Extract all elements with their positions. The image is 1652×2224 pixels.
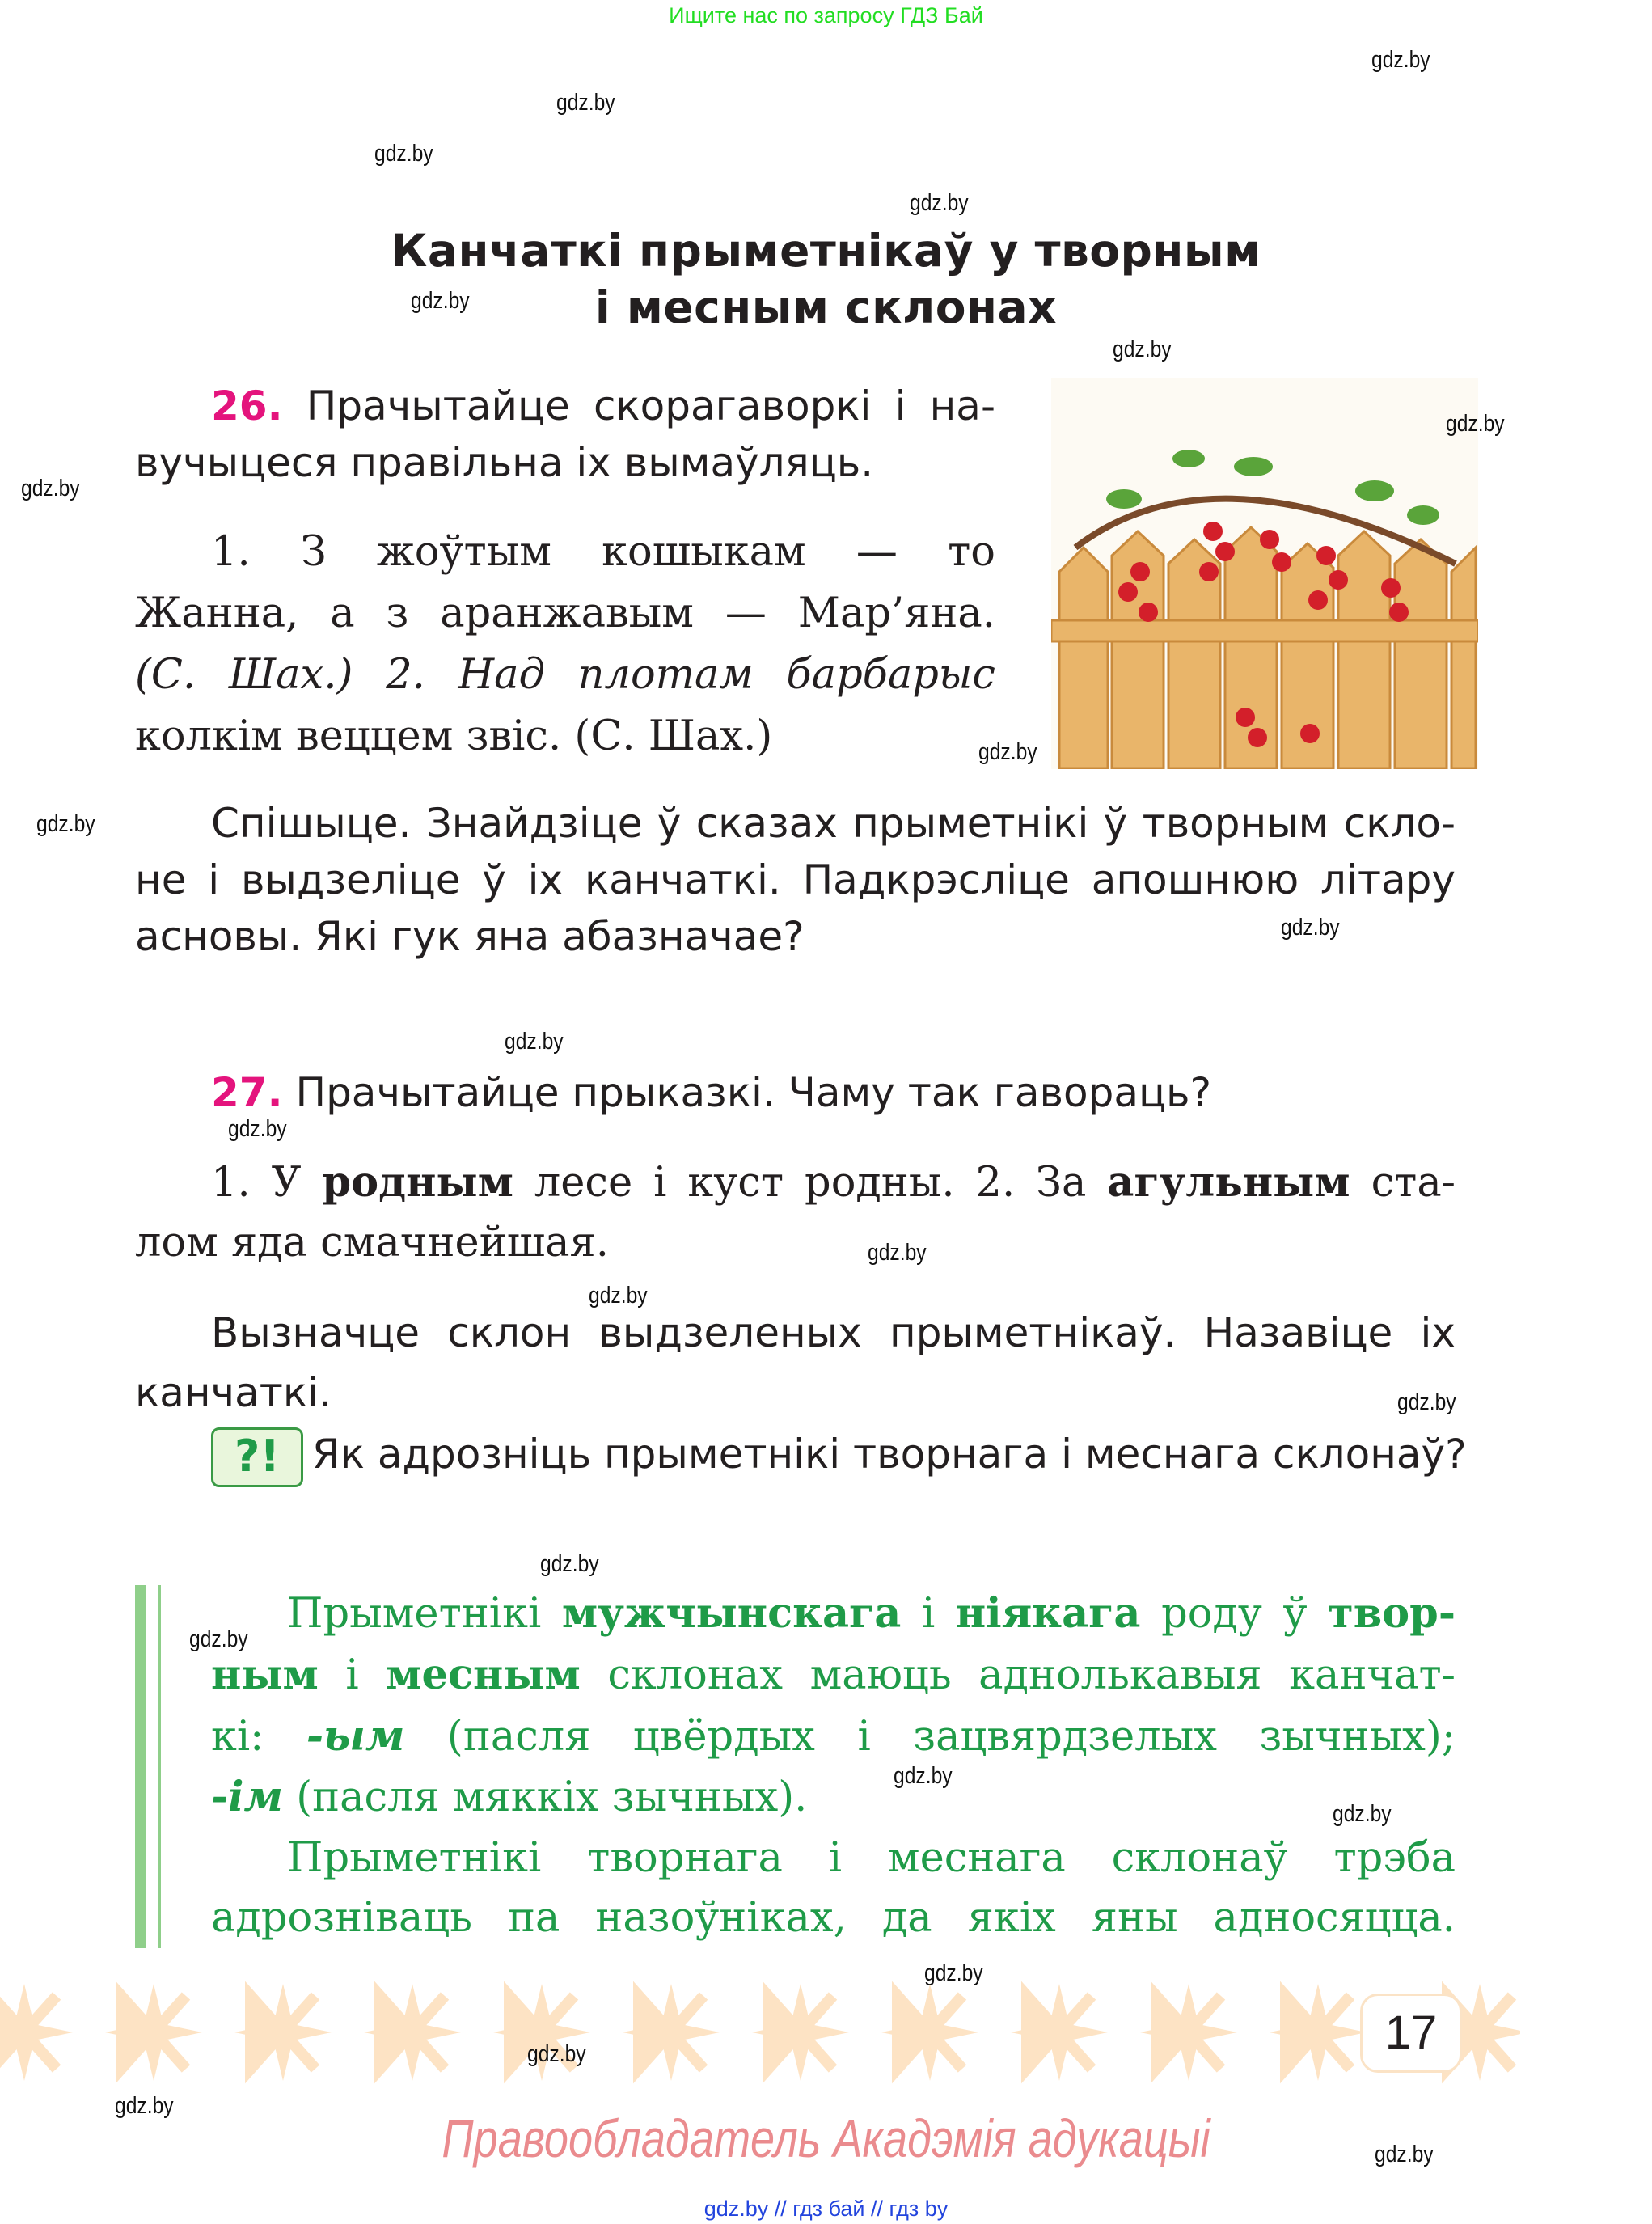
ex26-text-line: (С. Шах.) 2. Над плотам барбарыс bbox=[135, 651, 995, 699]
watermark: gdz.by bbox=[868, 1240, 927, 1266]
ex26-intro-line2: вучыцеся правільна іх вымаўляць. bbox=[135, 439, 874, 486]
copyright-notice: Правообладатель Акадэмія адукацыі bbox=[442, 2108, 1210, 2168]
rule-bar-thin bbox=[158, 1585, 161, 1948]
text: і bbox=[318, 1651, 387, 1699]
text: (пасля мяккіх зычных). bbox=[283, 1774, 808, 1821]
ex26-text-line: Жанна, а з аранжавым — Мар’яна. bbox=[135, 590, 995, 637]
watermark: gdz.by bbox=[1281, 915, 1340, 941]
watermark: gdz.by bbox=[1446, 411, 1505, 437]
bold-adjective: родным bbox=[322, 1158, 513, 1207]
watermark: gdz.by bbox=[540, 1551, 599, 1577]
watermark: gdz.by bbox=[115, 2093, 174, 2119]
ex26-text-line: колкім веццем звіс. (С. Шах.) bbox=[135, 712, 773, 760]
page-number: 17 bbox=[1360, 1994, 1462, 2073]
text: Прыметнікі bbox=[287, 1590, 562, 1638]
watermark: gdz.by bbox=[1113, 336, 1172, 362]
ex27-text-line1 bbox=[211, 1152, 1456, 1214]
watermark: gdz.by bbox=[374, 141, 433, 167]
ending: -ім bbox=[211, 1773, 284, 1821]
rule-bar bbox=[135, 1585, 146, 1948]
ex27-question: Як адрозніць прыметнікі творнага і меснага склонаў? bbox=[312, 1431, 1467, 1478]
text: твор- bbox=[1328, 1589, 1456, 1638]
ex26-intro-line1 bbox=[211, 378, 995, 434]
ornament-band bbox=[0, 1981, 1520, 2087]
text: Прачытайце скорагаворкі і на- bbox=[282, 383, 995, 429]
watermark: gdz.by bbox=[1371, 47, 1430, 73]
text: роду ў bbox=[1140, 1590, 1329, 1638]
watermark: gdz.by bbox=[978, 739, 1037, 765]
text: месным bbox=[386, 1651, 581, 1699]
watermark: gdz.by bbox=[527, 2041, 586, 2067]
watermark: gdz.by bbox=[21, 476, 80, 501]
ex27-task-line: Вызначце склон выдзеленых прыметнікаў. Назавіце іх bbox=[211, 1309, 1456, 1356]
page-title-line1: Канчаткі прыметнікаў у творным bbox=[391, 225, 1261, 277]
text: і bbox=[901, 1590, 956, 1638]
text: кі: bbox=[211, 1713, 306, 1761]
rule-line: адрозніваць па назоўніках, да якіх яны адносяцца. bbox=[211, 1894, 1456, 1942]
bold-adjective: агульным bbox=[1107, 1158, 1350, 1207]
ex26-task-line: не і выдзеліце ў іх канчаткі. Падкрэсліце апошнюю літару bbox=[135, 856, 1456, 903]
text: 1. У bbox=[211, 1159, 323, 1207]
ex27-text-line2: лом яда смачнейшая. bbox=[135, 1219, 609, 1266]
ending: -ым bbox=[306, 1712, 405, 1761]
watermark: gdz.by bbox=[910, 190, 969, 216]
ex27-task-line: канчаткі. bbox=[135, 1369, 332, 1416]
text: ным bbox=[211, 1651, 319, 1699]
watermark: gdz.by bbox=[1375, 2142, 1434, 2167]
ex26-task-line: асновы. Які гук яна абазначае? bbox=[135, 913, 805, 960]
text: мужчынскага bbox=[561, 1589, 902, 1638]
text: (пасля цвёрдых і зацвярдзелых зычных); bbox=[404, 1713, 1456, 1761]
text: ніякага bbox=[955, 1589, 1141, 1638]
ex27-intro bbox=[211, 1064, 1532, 1121]
barberry-fence-illustration bbox=[1051, 378, 1478, 769]
rule-line bbox=[287, 1583, 1456, 1645]
footer-links[interactable]: gdz.by // гдз бай // гдз by bbox=[703, 2197, 949, 2221]
watermark: gdz.by bbox=[556, 90, 615, 116]
exercise-number: 27. bbox=[211, 1069, 283, 1116]
text: склонах маюць аднолькавыя канчат- bbox=[580, 1651, 1456, 1699]
watermark: gdz.by bbox=[894, 1763, 953, 1789]
text: ста- bbox=[1350, 1159, 1456, 1207]
rule-line bbox=[211, 1706, 1456, 1768]
watermark: gdz.by bbox=[411, 288, 470, 314]
exercise-number: 26. bbox=[211, 383, 283, 429]
watermark: gdz.by bbox=[1333, 1801, 1392, 1827]
watermark: gdz.by bbox=[36, 811, 95, 837]
watermark: gdz.by bbox=[505, 1029, 564, 1055]
watermark: gdz.by bbox=[589, 1283, 648, 1309]
question-badge: ?! bbox=[211, 1427, 303, 1487]
watermark: gdz.by bbox=[924, 1960, 983, 1986]
ex26-task-line: Спішыце. Знайдзіце ў сказах прыметнікі ў творным скло- bbox=[211, 800, 1456, 847]
rule-line: Прыметнікі творнага і меснага склонаў трэба bbox=[287, 1834, 1456, 1882]
text: Прачытайце прыказкі. Чаму так гавораць? bbox=[282, 1069, 1211, 1116]
watermark: gdz.by bbox=[189, 1626, 248, 1652]
watermark: gdz.by bbox=[228, 1116, 287, 1142]
page-title-line2: і месным склонах bbox=[594, 281, 1058, 333]
text: лесе і куст родны. 2. За bbox=[513, 1159, 1108, 1207]
watermark: gdz.by bbox=[1397, 1389, 1456, 1415]
search-hint: Ищите нас по запросу ГДЗ Бай bbox=[669, 3, 983, 27]
ex26-text-line: 1. З жоўтым кошыкам — то bbox=[211, 528, 995, 576]
rule-line bbox=[211, 1644, 1456, 1706]
rule-line bbox=[211, 1766, 1456, 1829]
